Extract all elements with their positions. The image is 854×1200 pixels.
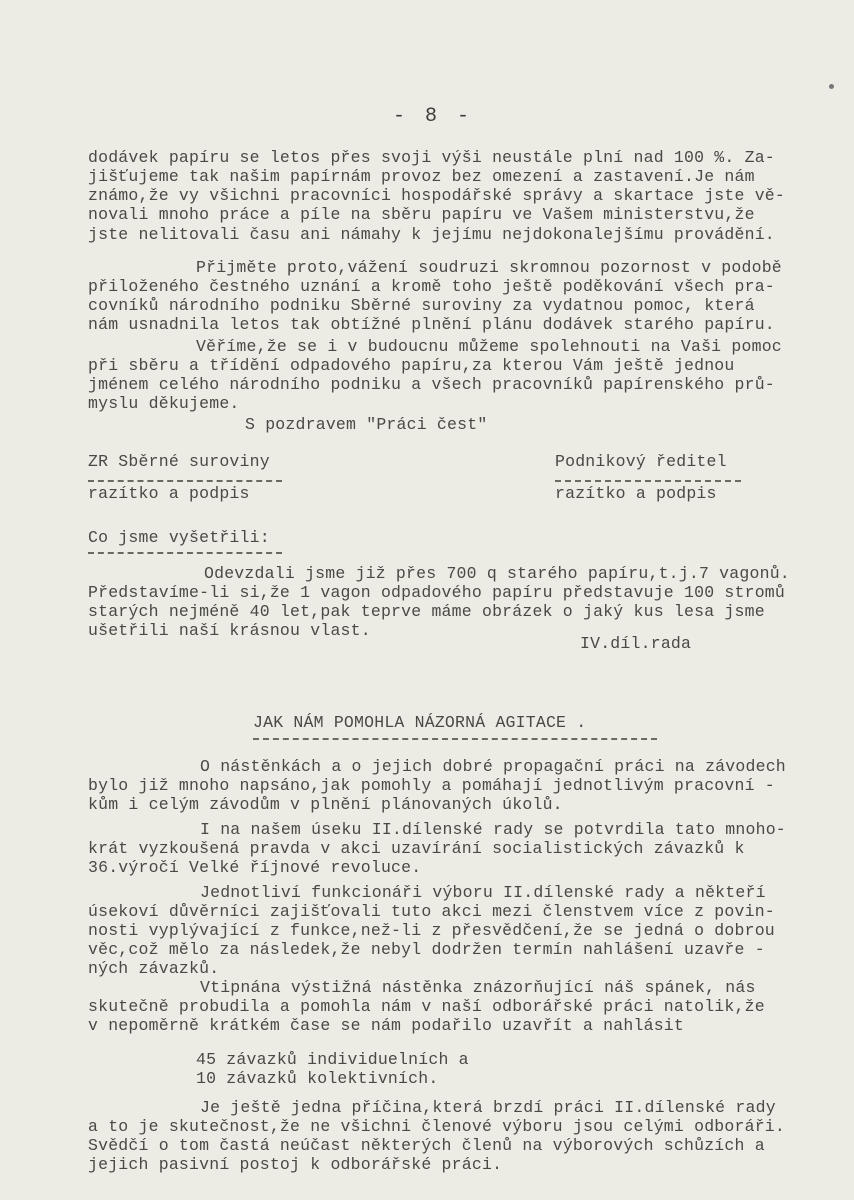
text-line: známo,že vy všichni pracovníci hospodářské správy a skartace jste vě- <box>88 186 786 205</box>
signature-left-title: ZR Sběrné suroviny <box>88 452 270 471</box>
saved-heading: Co jsme vyšetřili: <box>88 528 270 547</box>
signature-left-line <box>88 480 282 482</box>
text-line: přiloženého čestného uznání a kromě toho ještě poděkování všech pra- <box>88 277 775 296</box>
ink-speck <box>829 84 834 89</box>
signature-right-line <box>555 480 741 482</box>
text-line: kům i celým závodům v plnění plánovaných úkolů. <box>88 795 563 814</box>
text-line: jménem celého národního podniku a všech pracovníků papírenského prů- <box>88 375 775 394</box>
text-line: covníků národního podniku Sběrné suroviny za vydatnou pomoc, která <box>88 296 755 315</box>
commitment-collective: 10 závazků kolektivních. <box>196 1069 439 1088</box>
text-line: ušetřili naší krásnou vlast. <box>88 621 371 640</box>
text-line: úsekoví důvěrníci zajišťovali tuto akci mezi členstvem více z povin- <box>88 902 775 921</box>
text-line: Vtipnána výstižná nástěnka znázorňující náš spánek, nás <box>200 978 756 997</box>
signature-left-caption: razítko a podpis <box>88 484 250 503</box>
text-line: I na našem úseku II.dílenské rady se potvrdila tato mnoho- <box>200 820 786 839</box>
commitment-individual: 45 závazků individuelních a <box>196 1050 469 1069</box>
text-line: novali mnoho práce a píle na sběru papíru ve Vašem ministerstvu,že <box>88 205 755 224</box>
title-underline <box>253 738 657 740</box>
text-line: jišťujeme tak našim papírnám provoz bez omezení a zastavení.Je nám <box>88 167 755 186</box>
text-line: skutečně probudila a pomohla nám v naší odborářské práci natolik,že <box>88 997 765 1016</box>
text-line: bylo již mnoho napsáno,jak pomohly a pomáhají jednotlivým pracovní - <box>88 776 775 795</box>
text-line: Svědčí o tom častá neúčast některých členů na výborových schůzích a <box>88 1136 765 1155</box>
text-line: jejich pasivní postoj k odborářské práci. <box>88 1155 503 1174</box>
text-line: Odevzdali jsme již přes 700 q starého papíru,t.j.7 vagonů. <box>204 564 790 583</box>
greeting: S pozdravem "Práci čest" <box>245 415 488 434</box>
text-line: při sběru a třídění odpadového papíru,za kterou Vám ještě jednou <box>88 356 735 375</box>
heading-underline <box>88 552 282 554</box>
text-line: dodávek papíru se letos přes svoji výši neustále plní nad 100 %. Za- <box>88 148 775 167</box>
page-number: - 8 - <box>393 105 474 128</box>
text-line: jste nelitovali času ani námahy k jejímu nejdokonalejšímu provádění. <box>88 225 775 244</box>
text-line: Jednotliví funkcionáři výboru II.dílenské rady a někteří <box>200 883 766 902</box>
signature-right-title: Podnikový ředitel <box>555 452 727 471</box>
text-line: věc,což mělo za následek,že nebyl dodržen termín nahlášení uzavře - <box>88 940 765 959</box>
text-line: Je ještě jedna příčina,která brzdí práci II.dílenské rady <box>200 1098 776 1117</box>
text-line: a to je skutečnost,že ne všichni členové výboru jsou celými odboráři. <box>88 1117 786 1136</box>
text-line: O nástěnkách a o jejich dobré propagační práci na závodech <box>200 757 786 776</box>
signature-right-caption: razítko a podpis <box>555 484 717 503</box>
text-line: nám usnadnila letos tak obtížné plnění plánu dodávek starého papíru. <box>88 315 775 334</box>
text-line: starých nejméně 40 let,pak teprve máme obrázek o jaký kus lesa jsme <box>88 602 765 621</box>
text-line: Věříme,že se i v budoucnu můžeme spolehnouti na Vaši pomoc <box>196 337 782 356</box>
text-line: Přijměte proto,vážení soudruzi skromnou pozornost v podobě <box>196 258 782 277</box>
text-line: krát vyzkoušená pravda v akci uzavírání socialistických závazků k <box>88 839 745 858</box>
article-title: JAK NÁM POMOHLA NÁZORNÁ AGITACE . <box>253 713 587 732</box>
text-line: myslu děkujeme. <box>88 394 240 413</box>
text-line: ných závazků. <box>88 959 220 978</box>
author-signoff: IV.díl.rada <box>580 634 692 653</box>
text-line: Představíme-li si,že 1 vagon odpadového papíru představuje 100 stromů <box>88 583 786 602</box>
text-line: 36.výročí Velké říjnové revoluce. <box>88 858 422 877</box>
text-line: nosti vyplývající z funkce,než-li z přesvědčení,že se jedná o dobrou <box>88 921 775 940</box>
text-line: v nepoměrně krátkém čase se nám podařilo uzavřít a nahlásit <box>88 1016 684 1035</box>
